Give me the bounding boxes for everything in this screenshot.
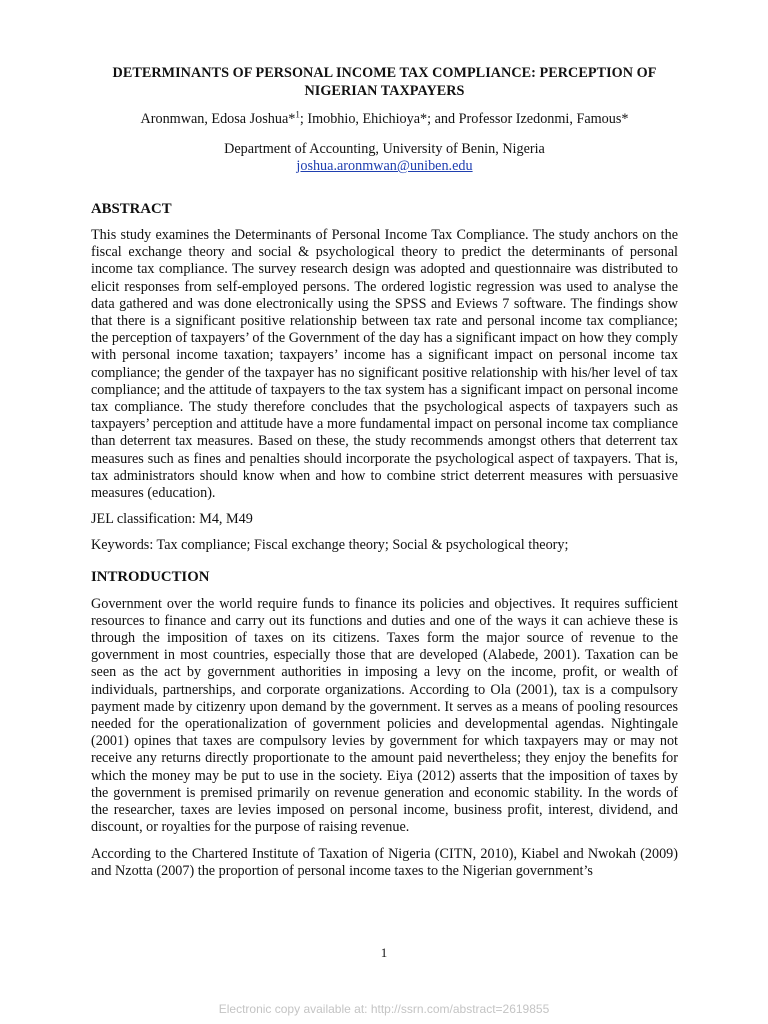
ssrn-footer: Electronic copy available at: http://ssrn.com/abstract=2619855 — [218, 1002, 550, 1016]
paper-page — [91, 64, 678, 880]
introduction-paragraph-2: According to the Chartered Institute of Taxation of Nigeria (CITN, 2010), Kiabel and Nwokah (2009) and Nzotta (2007) the proportion of personal income taxes to the Nigerian government’s — [91, 845, 678, 879]
author-list — [91, 110, 678, 128]
keywords: Keywords: Tax compliance; Fiscal exchange theory; Social & psychological theory; — [91, 537, 569, 554]
abstract-body: This study examines the Determinants of Personal Income Tax Compliance. The study anchors on the fiscal exchange theory and social & psychological theory to predict the determinants of personal income tax compliance. The survey research design was adopted and questionnaire was distributed to elicit responses from self-employed persons. The ordered logistic regression was used to analyse the data gathered and was done electronically using the SPSS and Eviews 7 software. The findings show that there is a significant positive relationship between tax rate and personal income tax compliance; the perception of taxpayers’ of the Government of the day has a significant impact on how they comply with personal income taxation; taxpayers’ income has a significant impact on personal income tax compliance; the gender of the taxpayer has no significant positive relationship with his/her level of tax compliance; and the attitude of taxpayers to the tax system has a significant impact on personal income tax compliance. The study therefore concludes that the psychological aspects of taxpayers such as taxpayers’ perception and attitude have a more fundamental impact on personal income tax compliance than deterrent tax measures. Based on these, the study recommends amongst others that deterrent tax measures such as fines and penalties should incorporate the psychological aspect of taxpayers. That is, tax administrators should know when and how to combine strict deterrent measures with persuasive measures (education). — [91, 227, 678, 502]
affiliation: Department of Accounting, University of Benin, Nigeria — [224, 141, 545, 157]
introduction-paragraph-1: Government over the world require funds to finance its policies and objectives. It requires sufficient resources to finance and carry out its functions and duties and one of the ways it can achieve these is through the imposition of taxes on its citizens. Taxes form the major source of revenue to the government in most countries, especially those that are developed (Alabede, 2001). Taxation can be seen as the act by government authorities in imposing a levy on the income, profit, or wealth of individuals, partnerships, and corporate organizations. According to Ola (2001), tax is a compulsory payment made by citizenry upon demand by the government. It serves as a means of pooling resources needed for the operationalization of government policies and developmental agendas. Nightingale (2001) opines that taxes are compulsory levies by government for which taxpayers may or may not receive any returns directly proportionate to the amount paid nevertheless; they enjoy the benefits for which the money may be put to use in the society. Eiya (2012) asserts that the imposition of taxes by the government is premised primarily on revenue generation and economic stability. In the words of the researcher, taxes are levies imposed on personal income, business profit, interest, dividend, and discount, or royalties for the purpose of raising revenue. — [91, 595, 678, 836]
authors-first: Aronmwan, Edosa Joshua* — [140, 111, 296, 127]
jel-classification: JEL classification: M4, M49 — [91, 511, 253, 528]
page-number: 1 — [380, 945, 388, 960]
introduction-heading: INTRODUCTION — [91, 568, 210, 585]
abstract-heading: ABSTRACT — [91, 201, 172, 217]
authors-rest: ; Imobhio, Ehichioya*; and Professor Izedonmi, Famous* — [299, 111, 629, 127]
author-email-link[interactable]: joshua.aronmwan@uniben.edu — [296, 158, 473, 174]
email-line — [91, 158, 678, 175]
author-footnote-mark: 1 — [295, 109, 300, 120]
paper-title: DETERMINANTS OF PERSONAL INCOME TAX COMPLIANCE: PERCEPTION OF NIGERIAN TAXPAYERS — [112, 65, 657, 99]
